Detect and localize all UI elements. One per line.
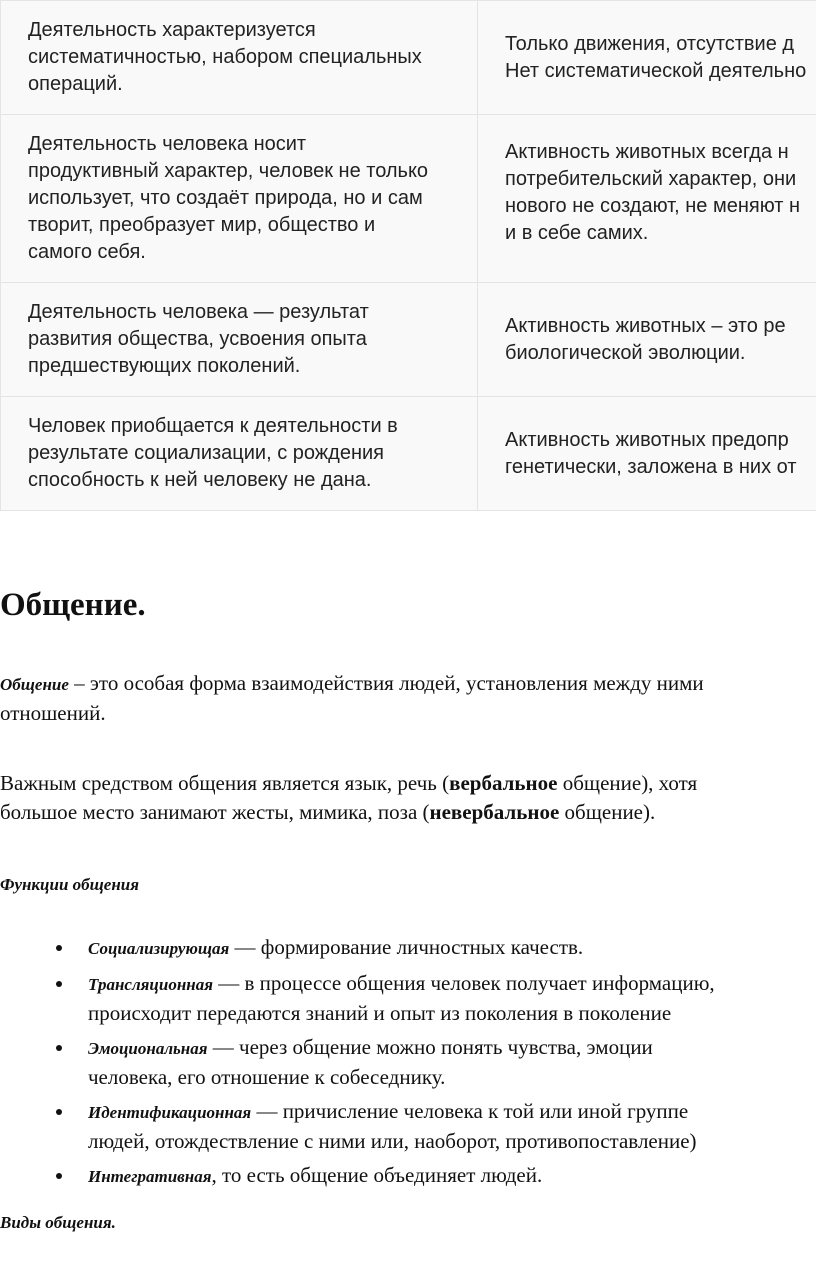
nonverbal-term: невербальное xyxy=(429,800,560,824)
table-cell-human xyxy=(1,283,478,397)
table-row xyxy=(1,115,816,283)
cell-line: Деятельность характеризуется xyxy=(28,19,316,41)
item-line xyxy=(88,1097,816,1127)
function-term: Эмоциональная xyxy=(88,1039,208,1058)
definition-term: Общение xyxy=(0,675,69,694)
function-term: Социализирующая xyxy=(88,939,230,958)
cell-line: творит, преобразует мир, общество и xyxy=(28,214,376,236)
table-row xyxy=(1,397,816,511)
table-cell-human xyxy=(1,1,478,115)
means-text: общение). xyxy=(559,800,656,824)
means-text: большое место занимают жесты, мимика, поза ( xyxy=(0,800,430,824)
cell-line: продуктивный характер, человек не только xyxy=(28,160,429,182)
functions-subheading: Функции общения xyxy=(0,875,140,894)
comparison-table xyxy=(0,0,816,511)
cell-line: Активность животных – это ре xyxy=(505,315,786,337)
cell-line: систематичностью, набором специальных xyxy=(28,46,422,68)
bullet-icon xyxy=(56,945,62,951)
table-row xyxy=(1,1,816,115)
table-cell-human xyxy=(1,115,478,283)
function-text: — причисление человека к той или иной группе xyxy=(251,1099,689,1123)
table-cell-animal xyxy=(478,397,816,511)
verbal-term: вербальное xyxy=(449,771,558,795)
item-line xyxy=(88,969,816,999)
cell-line: Деятельность человека — результат xyxy=(28,301,369,323)
function-text: , то есть общение объединяет людей. xyxy=(211,1163,543,1187)
function-term: Трансляционная xyxy=(88,975,213,994)
bullet-icon xyxy=(56,1173,62,1179)
means-text: общение), хотя xyxy=(557,771,698,795)
cell-line: самого себя. xyxy=(28,241,146,263)
definition-paragraph xyxy=(0,669,816,728)
list-item xyxy=(0,1161,816,1191)
cell-line: потребительский характер, они xyxy=(505,168,797,190)
list-item xyxy=(0,1097,816,1155)
function-term: Интегративная xyxy=(88,1167,212,1186)
paragraph-line xyxy=(0,669,816,699)
cell-line: Активность животных всегда н xyxy=(505,141,789,163)
cell-line: Только движения, отсутствие д xyxy=(505,33,795,55)
cell-line: нового не создают, не меняют н xyxy=(505,195,801,217)
cell-line: генетически, заложена в них от xyxy=(505,456,797,478)
cell-line: Активность животных предопр xyxy=(505,429,789,451)
cell-line: Нет систематической деятельно xyxy=(505,60,807,82)
table-row xyxy=(1,283,816,397)
function-text: — в процессе общения человек получает информацию, xyxy=(212,971,715,995)
cell-line: и в себе самих. xyxy=(505,222,649,244)
cell-line: развития общества, усвоения опыта xyxy=(28,328,367,350)
paragraph-line xyxy=(0,769,816,798)
kinds-subheading: Виды общения. xyxy=(0,1213,116,1232)
list-item xyxy=(0,1033,816,1091)
bullet-icon xyxy=(56,981,62,987)
item-line: человека, его отношение к собеседнику. xyxy=(88,1065,446,1089)
table-cell-human xyxy=(1,397,478,511)
cell-line: предшествующих поколений. xyxy=(28,355,301,377)
cell-line: биологической эволюции. xyxy=(505,342,746,364)
cell-line: использует, что создаёт природа, но и сам xyxy=(28,187,423,209)
item-line: людей, отождествление с ними или, наоборот, противопоставление) xyxy=(88,1129,697,1153)
paragraph-line: отношений. xyxy=(0,701,106,725)
item-line xyxy=(88,933,816,963)
means-text: Важным средством общения является язык, речь ( xyxy=(0,771,450,795)
item-line xyxy=(88,1161,816,1191)
list-item xyxy=(0,969,816,1027)
table-cell-animal xyxy=(478,1,816,115)
cell-line: Человек приобщается к деятельности в xyxy=(28,415,398,437)
table-cell-animal xyxy=(478,115,816,283)
item-line: происходит передаются знаний и опыт из поколения в поколение xyxy=(88,1001,672,1025)
section-heading: Общение. xyxy=(0,587,146,623)
list-item xyxy=(0,933,816,963)
item-line xyxy=(88,1033,816,1063)
means-paragraph xyxy=(0,769,816,827)
bullet-icon xyxy=(56,1045,62,1051)
function-text: — через общение можно понять чувства, эмоции xyxy=(207,1035,653,1059)
function-term: Идентификационная xyxy=(88,1103,252,1122)
definition-text: – это особая форма взаимодействия людей, установления между ними xyxy=(68,671,704,695)
bullet-icon xyxy=(56,1109,62,1115)
cell-line: способность к ней человеку не дана. xyxy=(28,469,372,491)
cell-line: результате социализации, с рождения xyxy=(28,442,385,464)
cell-line: операций. xyxy=(28,73,123,95)
cell-line: Деятельность человека носит xyxy=(28,133,307,155)
functions-list xyxy=(0,933,816,1197)
function-text: — формирование личностных качеств. xyxy=(229,935,584,959)
table-cell-animal xyxy=(478,283,816,397)
paragraph-line xyxy=(0,798,816,827)
